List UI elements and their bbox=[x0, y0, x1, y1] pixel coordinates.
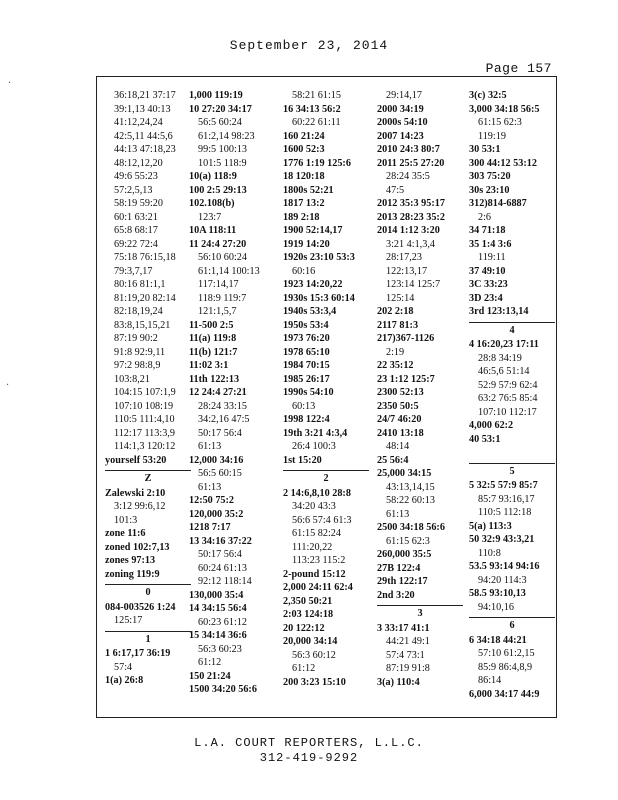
index-entry: 1817 13:2 bbox=[283, 198, 325, 209]
index-entry: 130,000 35:4 bbox=[189, 589, 244, 601]
index-entry: 2014 1:12 3:20 bbox=[377, 225, 440, 236]
index-entry-continuation: 111:20,22 bbox=[292, 541, 333, 553]
index-entry-continuation: 28:24 35:5 bbox=[386, 171, 430, 182]
index-entry-continuation: 50:17 56:4 bbox=[198, 427, 242, 439]
index-entry: 2nd 3:20 bbox=[377, 589, 415, 601]
index-entry: 30s 23:10 bbox=[469, 184, 510, 196]
index-entry: 58.5 93:10,13 bbox=[469, 588, 526, 599]
index-entry: 10(a) 118:9 bbox=[189, 171, 237, 182]
index-entry: 2300 52:13 bbox=[377, 387, 424, 398]
index-entry-continuation: 58:19 59:20 bbox=[114, 198, 163, 209]
index-entry-continuation: 60:23 61:12 bbox=[198, 616, 247, 628]
index-entry: 11 24:4 27:20 bbox=[189, 238, 247, 250]
index-entry: 1(a) 26:8 bbox=[105, 675, 144, 686]
index-entry-continuation: 61:15 62:3 bbox=[478, 117, 522, 128]
index-entry: 189 2:18 bbox=[283, 211, 320, 223]
index-entry: 300 44:12 53:12 bbox=[469, 157, 537, 169]
index-entry: 2410 13:18 bbox=[377, 427, 424, 439]
index-column-2 bbox=[189, 89, 275, 697]
index-entry-continuation: 36:18,21 37:17 bbox=[114, 90, 176, 101]
index-entry-continuation: 63:2 76:5 85:4 bbox=[478, 393, 538, 404]
index-entry: 2011 25:5 27:20 bbox=[377, 157, 445, 169]
index-entry: 1776 1:19 125:6 bbox=[283, 157, 351, 169]
index-entry: 200 3:23 15:10 bbox=[283, 676, 346, 688]
index-entry-continuation: 41:12,24,24 bbox=[114, 117, 163, 128]
index-entry-continuation: 75:18 76:15,18 bbox=[114, 252, 176, 263]
index-entry: 1973 76:20 bbox=[283, 333, 330, 344]
index-entry: 20 122:12 bbox=[283, 622, 325, 634]
index-entry-continuation: 56:5 60:15 bbox=[198, 468, 242, 479]
index-entry-continuation: 48:12,12,20 bbox=[114, 157, 163, 169]
index-entry-continuation: 34:2,16 47:5 bbox=[198, 414, 250, 425]
index-entry: 1930s 15:3 60:14 bbox=[283, 292, 355, 304]
section-letter: 2 bbox=[283, 470, 369, 486]
index-entry-continuation: 113:23 115:2 bbox=[292, 555, 346, 566]
index-entry: 084-003526 1:24 bbox=[105, 601, 176, 613]
index-entry-continuation: 101:5 118:9 bbox=[198, 157, 247, 169]
index-entry-continuation: 43:13,14,15 bbox=[386, 481, 435, 493]
index-entry: 2:03 124:18 bbox=[283, 609, 334, 620]
index-entry-continuation: 94:20 114:3 bbox=[478, 574, 527, 586]
index-entry-continuation: 117:14,17 bbox=[198, 279, 239, 290]
index-entry: 6 34:18 44:21 bbox=[469, 634, 527, 646]
index-entry-continuation: 94:10,16 bbox=[478, 601, 514, 613]
index-entry-continuation: 104:15 107:1,9 bbox=[114, 387, 176, 398]
index-entry: 1998 122:4 bbox=[283, 414, 330, 425]
index-entry-continuation: 3:12 99:6,12 bbox=[114, 501, 166, 512]
index-entry-continuation: 28:24 33:15 bbox=[198, 400, 247, 412]
index-entry-continuation: 69:22 72:4 bbox=[114, 238, 158, 250]
index-entry: 5 32:5 57:9 85:7 bbox=[469, 480, 538, 491]
index-entry: 25,000 34:15 bbox=[377, 468, 432, 479]
index-entry-continuation: 28:8 34:19 bbox=[478, 352, 522, 364]
index-entry: 4 16:20,23 17:11 bbox=[469, 339, 539, 350]
index-entry-continuation: 61:12 bbox=[198, 657, 222, 668]
index-entry: 2,000 24:11 62:4 bbox=[283, 582, 353, 593]
index-entry: 202 2:18 bbox=[377, 306, 414, 317]
index-entry: 16 34:13 56:2 bbox=[283, 103, 341, 115]
index-entry: 18 120:18 bbox=[283, 171, 325, 182]
index-entry: 1940s 53:3,4 bbox=[283, 306, 337, 317]
index-entry-continuation: 58:21 61:15 bbox=[292, 90, 341, 101]
index-entry: 5(a) 113:3 bbox=[469, 520, 512, 532]
index-entry: 1923 14:20,22 bbox=[283, 279, 343, 290]
index-entry: 3C 33:23 bbox=[469, 279, 508, 290]
index-entry: 1950s 53:4 bbox=[283, 319, 329, 331]
index-entry-continuation: 79:3,7,17 bbox=[114, 265, 153, 277]
index-entry: 40 53:1 bbox=[469, 433, 501, 445]
index-entry-continuation: 99:5 100:13 bbox=[198, 144, 247, 155]
section-letter: 4 bbox=[469, 322, 555, 338]
index-entry: 22 35:12 bbox=[377, 360, 414, 371]
index-column-3 bbox=[283, 89, 369, 689]
index-entry: 1,000 119:19 bbox=[189, 90, 243, 101]
index-entry: 1 6:17,17 36:19 bbox=[105, 648, 171, 659]
index-entry: 11th 122:13 bbox=[189, 373, 240, 385]
index-entry: 2350 50:5 bbox=[377, 400, 419, 412]
index-entry: 2000s 54:10 bbox=[377, 117, 428, 128]
index-entry: 3 33:17 41:1 bbox=[377, 622, 430, 634]
index-entry: 10 27:20 34:17 bbox=[189, 103, 252, 115]
index-entry: 23 1:12 125:7 bbox=[377, 373, 435, 385]
index-entry: 29th 122:17 bbox=[377, 576, 428, 587]
index-entry: 12:50 75:2 bbox=[189, 495, 234, 506]
index-entry: 20,000 34:14 bbox=[283, 636, 338, 647]
index-entry-continuation: 57:2,5,13 bbox=[114, 184, 153, 196]
margin-mark: · bbox=[6, 380, 10, 391]
index-entry: 12 24:4 27:21 bbox=[189, 387, 247, 398]
index-column-4 bbox=[377, 89, 463, 689]
index-entry-continuation: 56:10 60:24 bbox=[198, 252, 247, 263]
index-entry-continuation: 39:1,13 40:13 bbox=[114, 103, 171, 115]
index-entry: 1920s 23:10 53:3 bbox=[283, 252, 355, 263]
index-entry: 34 71:18 bbox=[469, 225, 506, 236]
index-entry: 50 32:9 43:3,21 bbox=[469, 534, 535, 545]
index-entry: 53.5 93:14 94:16 bbox=[469, 561, 540, 572]
section-letter: 1 bbox=[105, 631, 191, 647]
index-entry: zone 11:6 bbox=[105, 528, 146, 539]
index-entry: 35 1:4 3:6 bbox=[469, 238, 512, 250]
index-entry: 11(b) 121:7 bbox=[189, 346, 238, 358]
index-entry-continuation: 56:3 60:12 bbox=[292, 649, 336, 661]
section-letter: 6 bbox=[469, 617, 555, 633]
index-entry-continuation: 61:13 bbox=[198, 481, 222, 493]
index-entry-continuation: 119:11 bbox=[478, 252, 506, 263]
index-entry: 3(a) 110:4 bbox=[377, 676, 420, 688]
index-entry-continuation: 2:6 bbox=[478, 211, 492, 223]
index-entry-continuation: 34:20 43:3 bbox=[292, 501, 336, 512]
index-entry-continuation: 50:17 56:4 bbox=[198, 549, 242, 560]
index-entry: 2000 34:19 bbox=[377, 103, 424, 115]
index-entry: 4,000 62:2 bbox=[469, 420, 514, 431]
index-entry-continuation: 60:13 bbox=[292, 400, 316, 412]
index-entry-continuation: 119:19 bbox=[478, 130, 506, 142]
index-entry-continuation: 122:13,17 bbox=[386, 265, 428, 277]
index-entry-continuation: 61:13 bbox=[198, 441, 222, 452]
index-entry: 100 2:5 29:13 bbox=[189, 184, 247, 196]
index-entry-continuation: 61:2,14 98:23 bbox=[198, 130, 255, 142]
index-entry-continuation: 110:5 111:4,10 bbox=[114, 414, 175, 425]
index-entry: 1900 52:14,17 bbox=[283, 225, 343, 236]
section-letter: 0 bbox=[105, 584, 191, 600]
index-table bbox=[96, 76, 557, 718]
index-entry-continuation: 86:14 bbox=[478, 675, 502, 686]
index-entry: 2012 35:3 95:17 bbox=[377, 198, 445, 209]
index-entry-continuation: 91:8 92:9,11 bbox=[114, 346, 166, 358]
index-entry-continuation: 65:8 68:17 bbox=[114, 225, 158, 236]
index-entry-continuation: 60:22 61:11 bbox=[292, 117, 341, 128]
index-entry-continuation: 60:16 bbox=[292, 265, 316, 277]
index-entry-continuation: 121:1,5,7 bbox=[198, 306, 237, 317]
index-entry: 2500 34:18 56:6 bbox=[377, 522, 445, 533]
footer-company: L.A. COURT REPORTERS, L.L.C. bbox=[194, 736, 424, 750]
index-entry: 3,000 34:18 56:5 bbox=[469, 103, 540, 115]
index-entry: zoned 102:7,13 bbox=[105, 541, 170, 553]
index-entry-continuation: 110:8 bbox=[478, 547, 501, 559]
index-entry: 160 21:24 bbox=[283, 130, 325, 142]
index-entry: 3(c) 32:5 bbox=[469, 90, 507, 101]
index-entry-continuation: 60:1 63:21 bbox=[114, 211, 158, 223]
index-entry-continuation: 42:5,11 44:5,6 bbox=[114, 130, 173, 142]
index-entry-continuation: 82:18,19,24 bbox=[114, 306, 163, 317]
index-entry-continuation: 123:14 125:7 bbox=[386, 279, 441, 290]
index-entry: 2013 28:23 35:2 bbox=[377, 211, 445, 223]
index-entry: 312)814-6887 bbox=[469, 198, 527, 209]
index-entry: 303 75:20 bbox=[469, 171, 511, 182]
index-entry-continuation: 60:24 61:13 bbox=[198, 562, 247, 574]
index-entry-continuation: 61:15 62:3 bbox=[386, 535, 430, 547]
header-date: September 23, 2014 bbox=[229, 38, 389, 53]
index-entry-continuation: 87:19 90:2 bbox=[114, 333, 158, 344]
index-entry: 37 49:10 bbox=[469, 265, 506, 277]
index-entry-continuation: 3:21 4:1,3,4 bbox=[386, 238, 435, 250]
index-entry: 1st 15:20 bbox=[283, 454, 322, 466]
index-entry-continuation: 48:14 bbox=[386, 441, 410, 452]
index-entry-continuation: 101:3 bbox=[114, 514, 138, 526]
index-entry: zones 97:13 bbox=[105, 555, 156, 566]
index-entry-continuation: 57:10 61:2,15 bbox=[478, 648, 535, 659]
index-entry-continuation: 83:8,15,15,21 bbox=[114, 319, 171, 331]
index-entry: 15 34:14 36:6 bbox=[189, 630, 247, 641]
index-entry: 1978 65:10 bbox=[283, 346, 330, 358]
index-entry-continuation: 61:1,14 100:13 bbox=[198, 265, 260, 277]
index-entry: 2010 24:3 80:7 bbox=[377, 144, 440, 155]
index-entry-continuation: 47:5 bbox=[386, 184, 405, 196]
index-entry-continuation: 110:5 112:18 bbox=[478, 507, 532, 518]
index-entry: zoning 119:9 bbox=[105, 568, 160, 580]
index-entry-continuation: 125:14 bbox=[386, 292, 415, 304]
index-entry: 11(a) 119:8 bbox=[189, 333, 237, 344]
index-entry: 1984 70:15 bbox=[283, 360, 330, 371]
index-entry-continuation: 123:7 bbox=[198, 211, 222, 223]
margin-mark: · bbox=[8, 78, 12, 89]
index-entry: 150 21:24 bbox=[189, 670, 231, 682]
section-letter: 3 bbox=[377, 605, 463, 621]
index-entry: 11-500 2:5 bbox=[189, 319, 234, 331]
index-entry: 24/7 46:20 bbox=[377, 414, 422, 425]
index-entry: 1600 52:3 bbox=[283, 144, 325, 155]
index-entry-continuation: 61:13 bbox=[386, 508, 410, 520]
section-letter: Z bbox=[105, 470, 191, 486]
index-entry: 11:02 3:1 bbox=[189, 360, 229, 371]
index-column-5 bbox=[469, 89, 555, 701]
index-entry: 19th 3:21 4:3,4 bbox=[283, 427, 348, 439]
index-entry-continuation: 114:1,3 120:12 bbox=[114, 441, 176, 452]
index-entry: 14 34:15 56:4 bbox=[189, 603, 247, 614]
section-letter: 5 bbox=[469, 463, 555, 479]
index-entry: 3D 23:4 bbox=[469, 292, 503, 304]
index-entry: 1990s 54:10 bbox=[283, 387, 334, 398]
index-entry-continuation: 107:10 112:17 bbox=[478, 406, 537, 418]
index-entry-continuation: 56:3 60:23 bbox=[198, 643, 242, 655]
index-entry-continuation: 56:6 57:4 61:3 bbox=[292, 514, 352, 526]
index-entry: 2007 14:23 bbox=[377, 130, 424, 142]
index-entry: 1800s 52:21 bbox=[283, 184, 334, 196]
index-entry-continuation: 58:22 60:13 bbox=[386, 495, 435, 506]
index-column-1 bbox=[105, 89, 191, 688]
index-entry: 12,000 34:16 bbox=[189, 454, 244, 466]
index-entry: 10A 118:11 bbox=[189, 225, 237, 236]
index-entry-continuation: 85:7 93:16,17 bbox=[478, 493, 535, 505]
index-entry-continuation: 80:16 81:1,1 bbox=[114, 279, 166, 290]
index-entry-continuation: 57:4 73:1 bbox=[386, 649, 425, 661]
index-entry: 1985 26:17 bbox=[283, 373, 330, 385]
index-entry-continuation: 87:19 91:8 bbox=[386, 663, 430, 674]
index-entry-continuation: 44:21 49:1 bbox=[386, 636, 430, 647]
index-entry-continuation: 92:12 118:14 bbox=[198, 576, 252, 587]
index-entry-continuation: 2:19 bbox=[386, 346, 405, 358]
index-entry-continuation: 112:17 113:3,9 bbox=[114, 427, 175, 439]
index-entry-continuation: 56:5 60:24 bbox=[198, 117, 242, 128]
index-entry: 260,000 35:5 bbox=[377, 549, 432, 560]
index-entry: 3rd 123:13,14 bbox=[469, 306, 529, 317]
index-entry-continuation: 107:10 108:19 bbox=[114, 400, 174, 412]
footer-phone: 312-419-9292 bbox=[259, 751, 359, 765]
index-entry-continuation: 46:5,6 51:14 bbox=[478, 366, 530, 377]
index-entry-continuation: 125:17 bbox=[114, 615, 143, 626]
index-entry-continuation: 97:2 98:8,9 bbox=[114, 360, 161, 371]
index-entry: 1500 34:20 56:6 bbox=[189, 684, 257, 695]
index-entry-continuation: 29:14,17 bbox=[386, 90, 422, 101]
index-entry-continuation: 103:8,21 bbox=[114, 373, 150, 385]
index-entry-continuation: 118:9 119:7 bbox=[198, 292, 247, 304]
index-entry: 6,000 34:17 44:9 bbox=[469, 688, 540, 700]
index-entry: 30 53:1 bbox=[469, 144, 501, 155]
index-entry-continuation: 85:9 86:4,8,9 bbox=[478, 661, 533, 673]
index-entry-continuation: 61:15 82:24 bbox=[292, 528, 341, 539]
index-entry-continuation: 28:17,23 bbox=[386, 252, 422, 263]
index-entry-continuation: 44:13 47:18,23 bbox=[114, 144, 176, 155]
index-entry: yourself 53:20 bbox=[105, 454, 167, 466]
index-entry: 13 34:16 37:22 bbox=[189, 535, 252, 547]
index-entry: 1218 7:17 bbox=[189, 522, 231, 533]
index-entry-continuation: 49:6 55:23 bbox=[114, 171, 158, 182]
index-entry: Zalewski 2:10 bbox=[105, 487, 166, 499]
index-entry-continuation: 57:4 bbox=[114, 661, 133, 673]
index-entry: 27B 122:4 bbox=[377, 562, 421, 574]
index-entry: 217)367-1126 bbox=[377, 333, 435, 344]
index-entry: 1919 14:20 bbox=[283, 238, 330, 250]
index-entry: 2,350 50:21 bbox=[283, 595, 333, 607]
index-entry-continuation: 81:19,20 82:14 bbox=[114, 292, 176, 304]
page-number: Page 157 bbox=[485, 61, 552, 76]
spacer bbox=[469, 446, 555, 460]
index-entry: 102.108(b) bbox=[189, 198, 235, 209]
index-entry: 2117 81:3 bbox=[377, 319, 419, 331]
index-entry: 25 56:4 bbox=[377, 454, 409, 466]
index-entry: 2-pound 15:12 bbox=[283, 568, 346, 580]
index-entry-continuation: 52:9 57:9 62:4 bbox=[478, 379, 538, 391]
index-entry: 120,000 35:2 bbox=[189, 508, 244, 520]
index-entry-continuation: 61:12 bbox=[292, 663, 316, 674]
index-entry-continuation: 26:4 100:3 bbox=[292, 441, 336, 452]
index-entry: 2 14:6,8,10 28:8 bbox=[283, 487, 351, 499]
